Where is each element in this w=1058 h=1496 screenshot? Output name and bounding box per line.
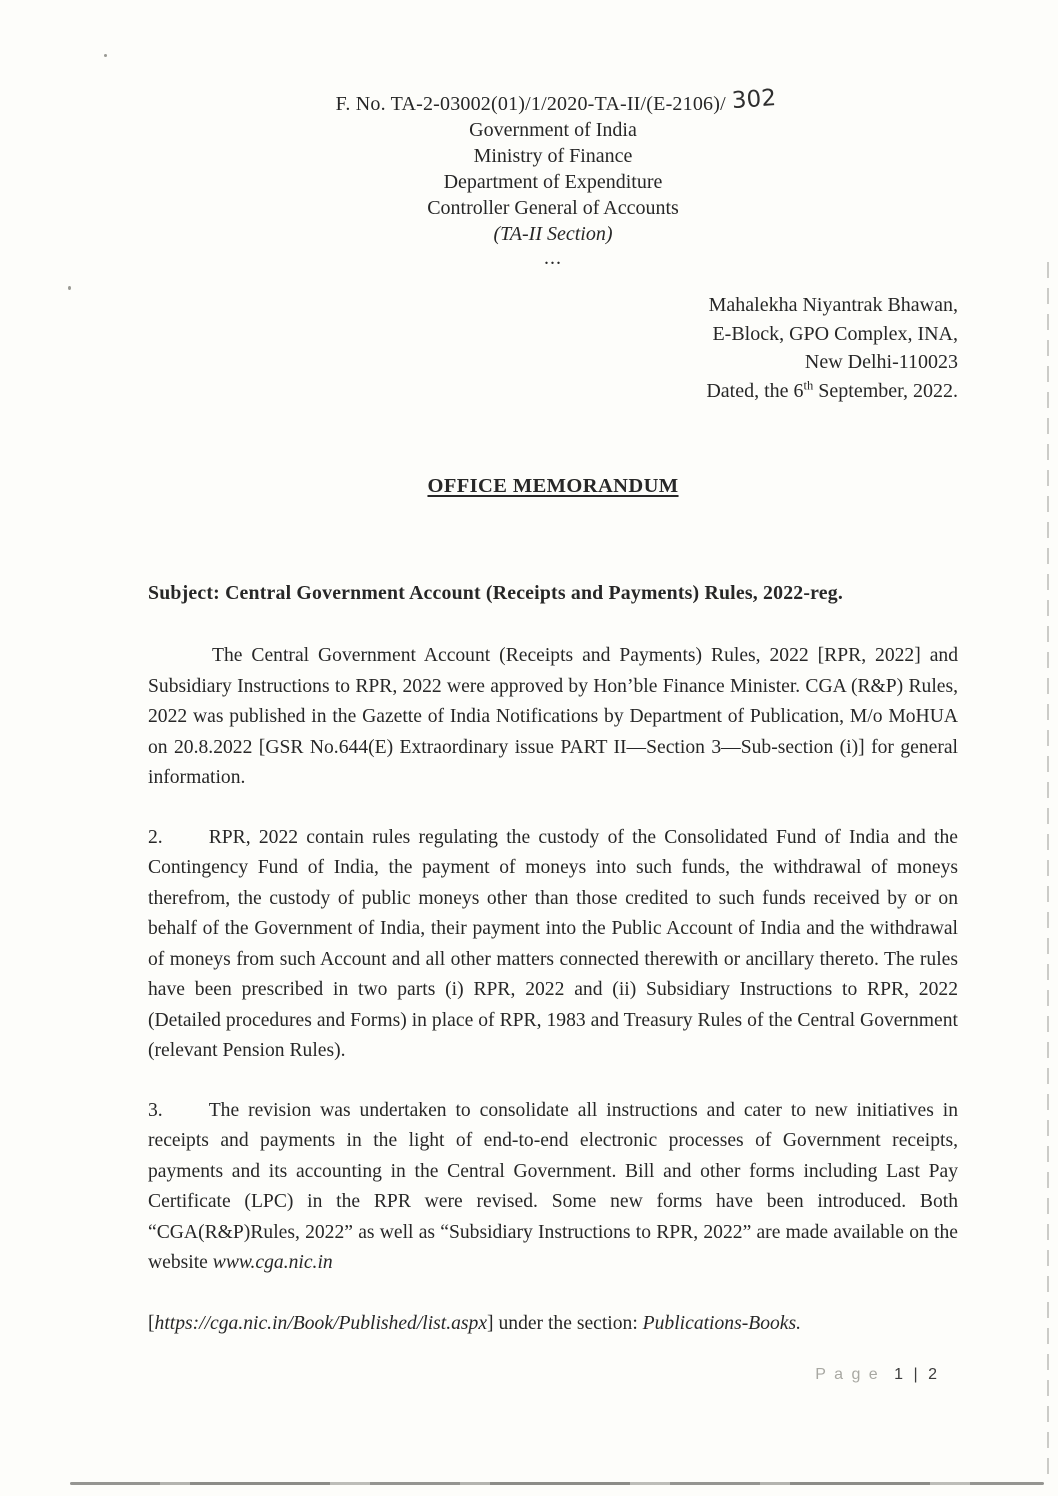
- scan-edge-artifact: [1047, 262, 1049, 1482]
- scan-bottom-line-artifact: [70, 1482, 1044, 1485]
- address-line-3: New Delhi-110023: [804, 351, 958, 373]
- org-line-government: Government of India: [469, 119, 637, 141]
- date-ordinal-suffix: th: [803, 377, 814, 392]
- address-line-2: E-Block, GPO Complex, INA,: [712, 322, 958, 345]
- website-text: www.cga.nic.in: [212, 1252, 333, 1273]
- file-number: F. No. TA-2-03002(01)/1/2020-TA-II/(E-2106)/: [335, 93, 726, 115]
- paragraph-1: The Central Government Account (Receipts and Payments) Rules, 2022 [RPR, 2022] and Subsidiary Instructions to RPR, 2022 were approved by Hon’ble Finance Minister. CGA (R&P) Rules, 2022 was published in the Gazette of India Notifications by Department of Publication, M/o MoHUA on 20.8.2022 [GSR No.644(E) Extraordinary issue PART II—Section 3—Sub-section (i)] for general information.: [148, 645, 958, 788]
- paragraph-3: [148, 1096, 958, 1279]
- page-number: 1 | 2: [894, 1366, 940, 1383]
- scan-speck: [68, 286, 71, 290]
- paragraph-3-number: 3.: [148, 1099, 163, 1121]
- page-footer: [815, 1366, 940, 1384]
- file-number-line: [148, 85, 958, 117]
- closing-line: [148, 1309, 958, 1339]
- letterhead: [148, 85, 958, 269]
- paragraph-2-number: 2.: [148, 826, 163, 848]
- org-line-controller: Controller General of Accounts: [427, 197, 679, 219]
- subject-line: Subject: Central Government Account (Receipts and Payments) Rules, 2022-reg.: [148, 582, 843, 604]
- address-block: [148, 291, 958, 405]
- address-line-1: Mahalekha Niyantrak Bhawan,: [708, 294, 958, 316]
- paragraph-2: [148, 823, 958, 1067]
- closing-text: ] under the section:: [487, 1312, 643, 1334]
- date-line: [148, 377, 958, 406]
- paragraph-3-text: The revision was undertaken to consolidate all instructions and cater to new initiatives in receipts and payments in the light of end-to-end electronic processes of Government receipts, payments and its accounting in the Central Government. Bill and other forms including Last Pay Certificate (LPC) in the RPR were revised. Some new forms have been introduced. Both “CGA(R&P)Rules, 2022” as well as “Subsidiary Instructions to RPR, 2022” are made available on the website: [148, 1099, 958, 1273]
- publication-url: https://cga.nic.in/Book/Published/list.aspx: [154, 1312, 488, 1334]
- bracket-open: [: [148, 1312, 155, 1334]
- page-label: P a g e: [815, 1366, 880, 1383]
- scan-speck: [104, 54, 107, 57]
- org-line-department: Department of Expenditure: [443, 171, 663, 193]
- date-suffix: September, 2022.: [813, 379, 958, 402]
- org-line-ministry: Ministry of Finance: [473, 145, 633, 167]
- paragraph-2-text: RPR, 2022 contain rules regulating the custody of the Consolidated Fund of India and the Contingency Fund of India, the payment of moneys into such funds, the withdrawal of moneys therefrom, the custody of public moneys other than those credited to such funds received by or on behalf of the Government of India, their payment into the Public Account of India and the withdrawal of moneys from such Account and all other matters connected therewith or ancillary thereto. The rules have been prescribed in two parts (i) RPR, 2022 and (ii) Subsidiary Instructions to RPR, 2022 (Detailed procedures and Forms) in place of RPR, 1983 and Treasury Rules of the Central Government (relevant Pension Rules).: [148, 826, 958, 1061]
- publication-section-name: Publications-Books.: [642, 1312, 802, 1334]
- memo-title: OFFICE MEMORANDUM: [427, 475, 679, 497]
- divider-dots: ...: [544, 247, 562, 269]
- handwritten-dispatch-number: 302: [730, 85, 777, 115]
- section-line: (TA-II Section): [493, 223, 613, 245]
- date-prefix: Dated, the 6: [706, 379, 804, 402]
